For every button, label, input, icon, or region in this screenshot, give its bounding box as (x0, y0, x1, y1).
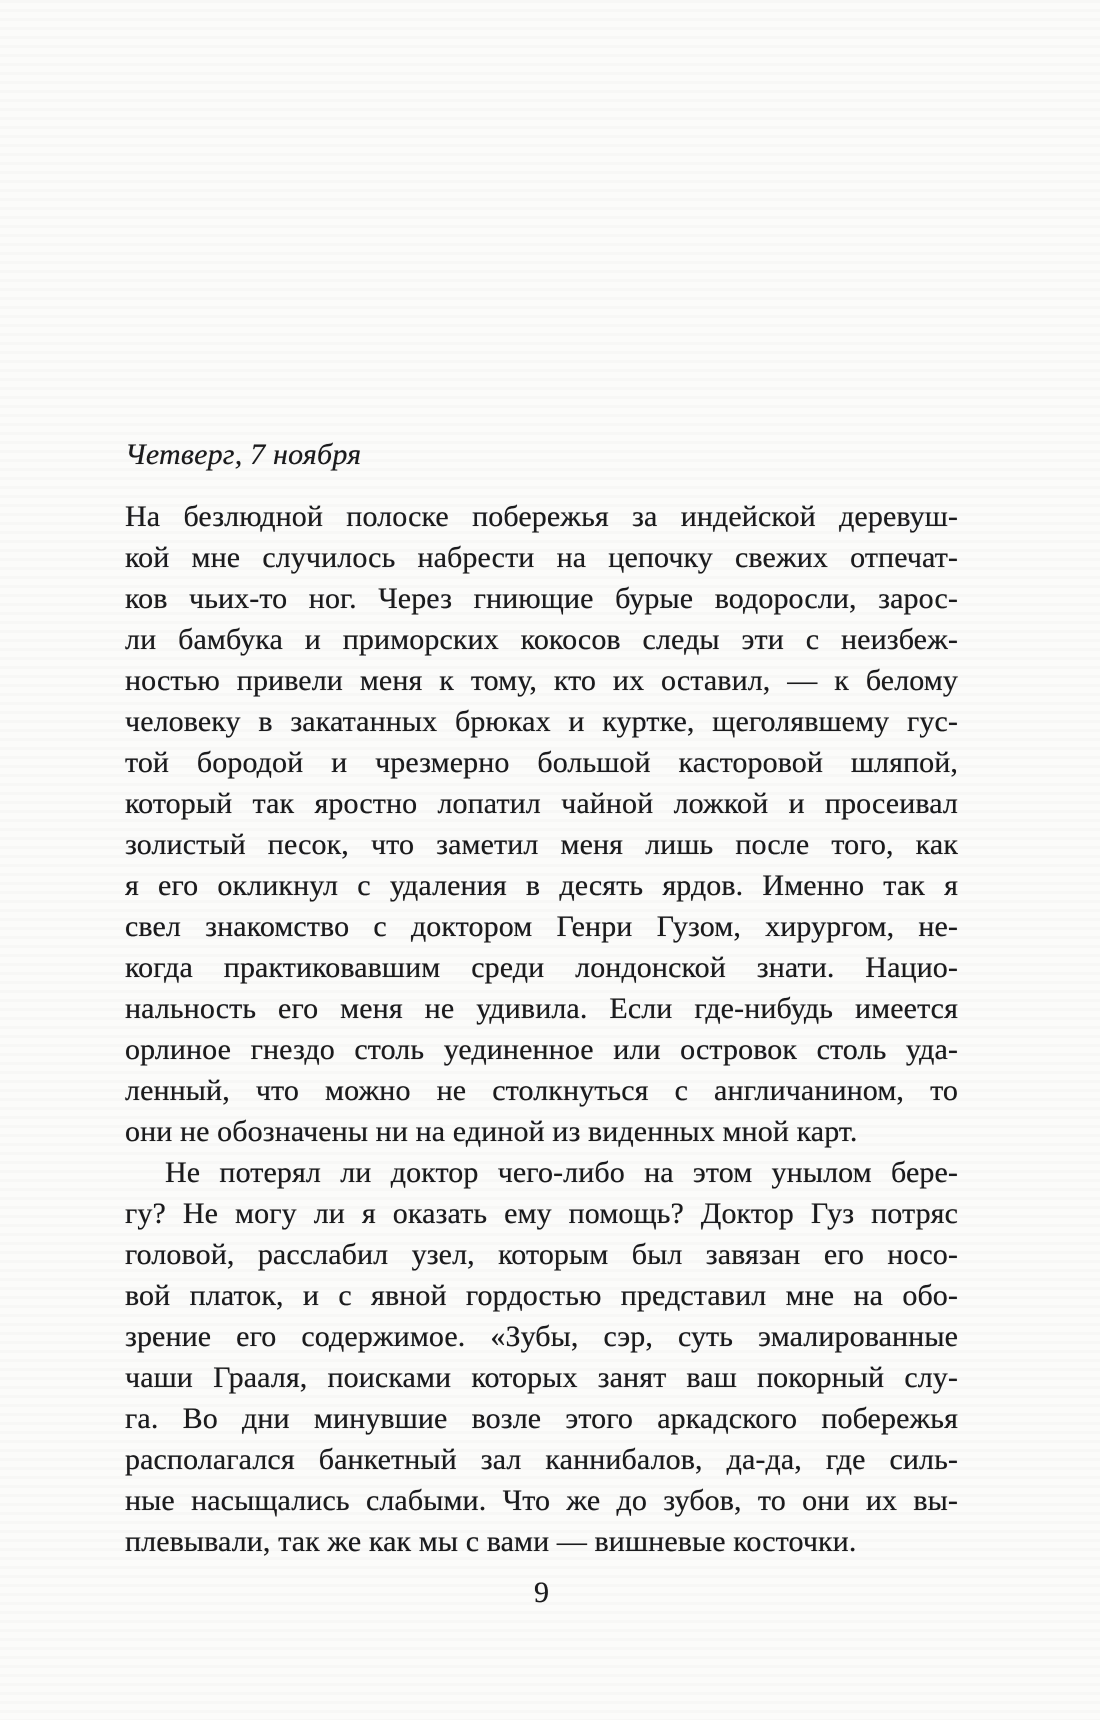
text-line: нальность его меня не удивила. Если где-нибудь имеется (125, 992, 958, 1025)
text-line: ли бамбука и приморских кокосов следы эти с неизбеж- (125, 623, 958, 656)
text-line: человеку в закатанных брюках и куртке, щеголявшему гус- (125, 705, 958, 738)
text-line: располагался банкетный зал каннибалов, да-да, где силь- (125, 1443, 958, 1476)
text-line: свел знакомство с доктором Генри Гузом, хирургом, не- (125, 910, 958, 943)
text-line: я его окликнул с удаления в десять ярдов. Именно так я (125, 869, 958, 902)
text-line: плевывали, так же как мы с вами — вишневые косточки. (125, 1525, 857, 1558)
text-line: который так яростно лопатил чайной ложкой и просеивал (125, 787, 958, 820)
text-line: га. Во дни минувшие возле этого аркадского побережья (125, 1402, 958, 1435)
text-line: кой мне случилось набрести на цепочку свежих отпечат- (125, 541, 958, 574)
text-line: гу? Не могу ли я оказать ему помощь? Доктор Гуз потряс (125, 1197, 958, 1230)
text-line: вой платок, и с явной гордостью представил мне на обо- (125, 1279, 958, 1312)
text-line: головой, расслабил узел, которым был завязан его носо- (125, 1238, 958, 1271)
page-body-text (125, 496, 958, 1562)
text-line: Не потерял ли доктор чего-либо на этом унылом бере- (165, 1156, 958, 1189)
page-number: 9 (534, 1576, 549, 1609)
text-line: чаши Грааля, поисками которых занят ваш покорный слу- (125, 1361, 958, 1394)
text-line: На безлюдной полоске побережья за индейской деревуш- (125, 500, 958, 533)
text-line: ностью привели меня к тому, кто их оставил, — к белому (125, 664, 958, 697)
text-line: зрение его содержимое. «Зубы, сэр, суть эмалированные (125, 1320, 958, 1353)
text-line: ные насыщались слабыми. Что же до зубов, то они их вы- (125, 1484, 958, 1517)
text-line: орлиное гнездо столь уединенное или островок столь уда- (125, 1033, 958, 1066)
text-line: ленный, что можно не столкнуться с англичанином, то (125, 1074, 958, 1107)
text-line: золистый песок, что заметил меня лишь после того, как (125, 828, 958, 861)
text-line: ков чьих-то ног. Через гниющие бурые водоросли, зарос- (125, 582, 958, 615)
text-line: той бородой и чрезмерно большой касторовой шляпой, (125, 746, 958, 779)
text-line: когда практиковавшим среди лондонской знати. Нацио- (125, 951, 958, 984)
text-line: они не обозначены ни на единой из виденных мной карт. (125, 1115, 858, 1148)
entry-date-heading: Четверг, 7 ноября (125, 438, 362, 471)
text-column (125, 438, 958, 1562)
